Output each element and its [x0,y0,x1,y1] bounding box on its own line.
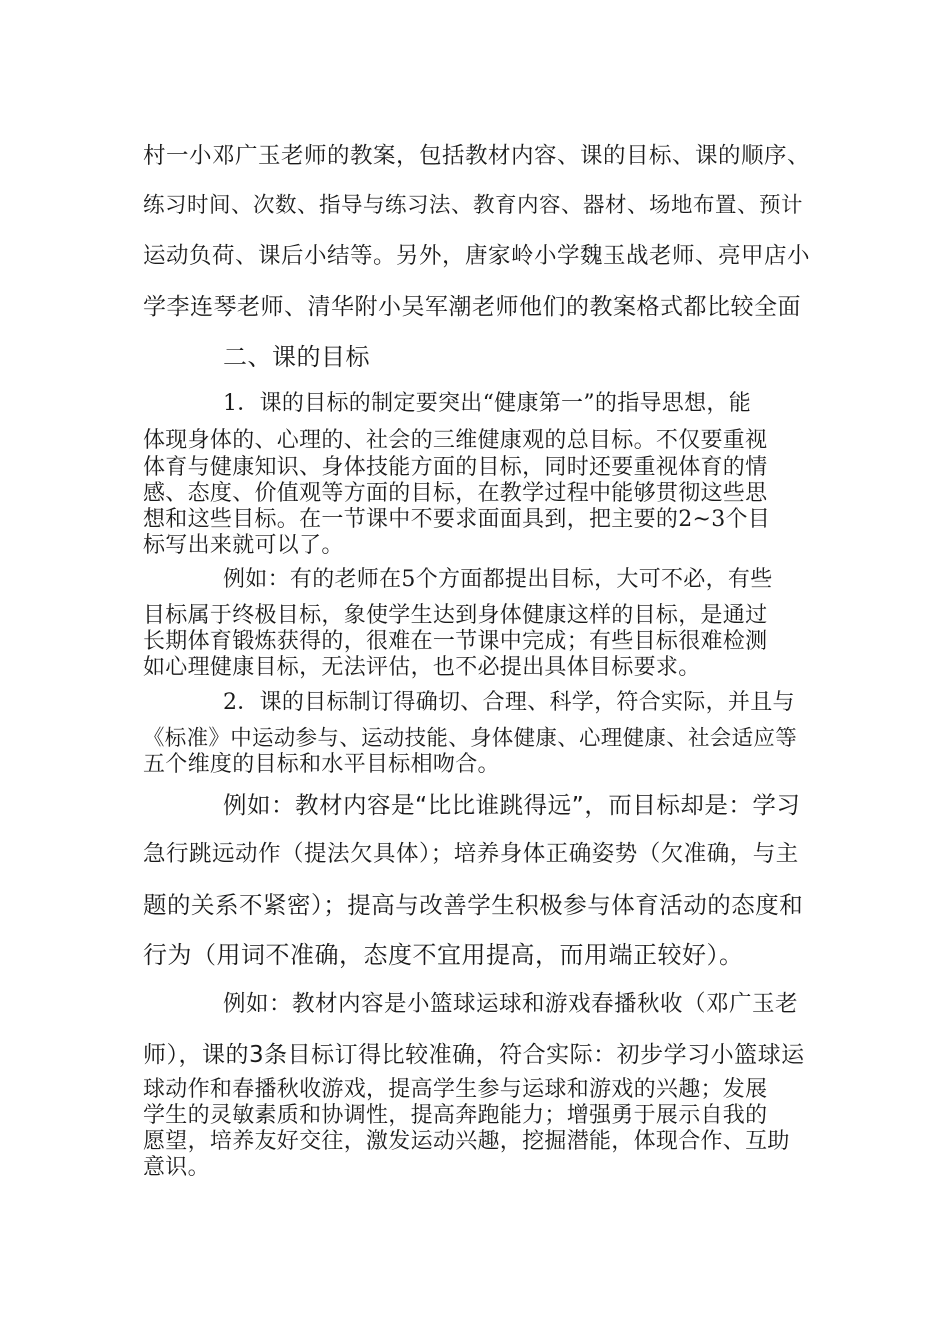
paragraph-line: 师），课的3条目标订得比较准确，符合实际：初步学习小篮球运 [143,1042,805,1068]
paragraph-line: 学生的灵敏素质和协调性，提高奔跑能力；增强勇于展示自我的 [143,1103,768,1128]
paragraph-line: 村一小邓广玉老师的教案，包括教材内容、课的目标、课的顺序、 [143,143,810,169]
paragraph-first-line: 1．课的目标的制定要突出“健康第一”的指导思想，能 [223,391,751,416]
section-heading: 二、课的目标 [223,343,370,371]
paragraph-line: 长期体育锻炼获得的，很难在一节课中完成；有些目标很难检测 [143,629,768,654]
paragraph-line: 题的关系不紧密）；提高与改善学生积极参与体育活动的态度和 [143,891,804,919]
example-first-line: 例如：有的老师在5个方面都提出目标，大可不必，有些 [223,567,773,592]
paragraph-line: 意识。 [143,1155,210,1180]
paragraph-line: 五个维度的目标和水平目标相吻合。 [143,752,500,777]
paragraph-line: 如心理健康目标，无法评估，也不必提出具体目标要求。 [143,655,701,680]
paragraph-line: 行为（用词不准确，态度不宜用提高，而用端正较好）。 [143,941,744,969]
paragraph-line: 学李连琴老师、清华附小吴军潮老师他们的教案格式都比较全面 [143,294,801,320]
example-first-line: 例如：教材内容是小篮球运球和游戏春播秋收（邓广玉老 [223,991,799,1017]
paragraph-line: 运动负荷、课后小结等。另外，唐家岭小学魏玉战老师、亮甲店小 [143,243,810,269]
paragraph-line: 球动作和春播秋收游戏，提高学生参与运球和游戏的兴趣；发展 [143,1077,768,1102]
example-first-line: 例如：教材内容是“比比谁跳得远”，而目标却是：学习 [223,791,801,819]
paragraph-line: 练习时间、次数、指导与练习法、教育内容、器材、场地布置、预计 [143,193,804,218]
paragraph-line: 急行跳远动作（提法欠具体）；培养身体正确姿势（欠准确，与主 [143,841,799,867]
paragraph-line: 愿望，培养友好交往，激发运动兴趣，挖掘潜能，体现合作、互助 [143,1129,790,1154]
paragraph-line: 《标准》中运动参与、运动技能、身体健康、心理健康、社会适应等 [143,726,798,751]
paragraph-line: 目标属于终极目标，象使学生达到身体健康这样的目标，是通过 [143,603,768,628]
paragraph-line: 体现身体的、心理的、社会的三维健康观的总目标。不仅要重视 [143,428,768,453]
paragraph-line: 标写出来就可以了。 [143,533,344,558]
paragraph-line: 感、态度、价值观等方面的目标，在教学过程中能够贯彻这些思 [143,481,768,506]
paragraph-first-line: 2．课的目标制订得确切、合理、科学，符合实际，并且与 [223,690,795,715]
paragraph-line: 体育与健康知识、身体技能方面的目标，同时还要重视体育的情 [143,455,768,480]
paragraph-line: 想和这些目标。在一节课中不要求面面具到，把主要的2~3个目 [143,507,771,532]
